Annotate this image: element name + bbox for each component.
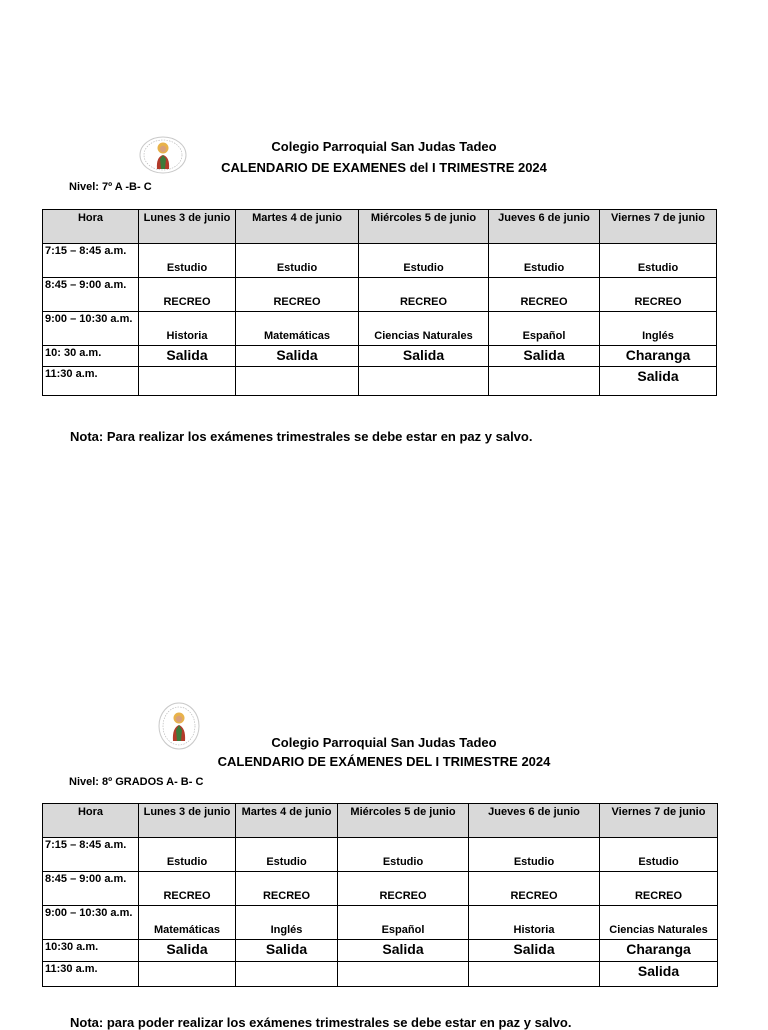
exam-schedule-table-1 (42, 209, 717, 396)
table-cell: Estudio (236, 244, 359, 278)
table-row (43, 346, 717, 367)
table-cell: RECREO (139, 872, 236, 906)
table-cell: RECREO (489, 278, 600, 312)
header-lunes: Lunes 3 de junio (139, 210, 236, 244)
nivel-label-1: Nivel: 7º A -B- C (69, 181, 152, 193)
table-cell: Estudio (469, 838, 600, 872)
time-cell: 11:30 a.m. (43, 962, 139, 987)
table-cell (139, 962, 236, 987)
table-cell: Historia (139, 312, 236, 346)
table-row (43, 312, 717, 346)
table-cell: Salida (139, 940, 236, 962)
table-cell: Estudio (236, 838, 338, 872)
table-cell: Español (338, 906, 469, 940)
calendar-title-2: CALENDARIO DE EXÁMENES DEL I TRIMESTRE 2024 (217, 754, 551, 769)
header-row (43, 210, 717, 244)
table-cell (236, 962, 338, 987)
header-martes: Martes 4 de junio (236, 210, 359, 244)
table-row (43, 367, 717, 396)
table-cell: Estudio (139, 244, 236, 278)
table-cell: RECREO (139, 278, 236, 312)
table-cell: RECREO (359, 278, 489, 312)
header-viernes: Viernes 7 de junio (600, 804, 718, 838)
table-cell: Salida (600, 367, 717, 396)
table-cell (236, 367, 359, 396)
header-row (43, 804, 718, 838)
table-cell (469, 962, 600, 987)
table-cell: Matemáticas (236, 312, 359, 346)
table-cell: RECREO (600, 872, 718, 906)
time-cell: 8:45 – 9:00 a.m. (43, 872, 139, 906)
table-cell (489, 367, 600, 396)
table-cell: Estudio (338, 838, 469, 872)
table-cell: Ciencias Naturales (600, 906, 718, 940)
table-cell: Salida (236, 940, 338, 962)
header-hora: Hora (43, 210, 139, 244)
table-cell (338, 962, 469, 987)
table-cell: Estudio (600, 244, 717, 278)
calendar-title-1: CALENDARIO DE EXAMENES del I TRIMESTRE 2024 (221, 160, 547, 175)
header-jueves: Jueves 6 de junio (489, 210, 600, 244)
table-cell: Inglés (236, 906, 338, 940)
table-cell: Ciencias Naturales (359, 312, 489, 346)
table-cell: Inglés (600, 312, 717, 346)
table-cell: RECREO (600, 278, 717, 312)
table-cell: Estudio (600, 838, 718, 872)
table-cell: Salida (469, 940, 600, 962)
header-lunes: Lunes 3 de junio (139, 804, 236, 838)
table-cell: Salida (236, 346, 359, 367)
table-row (43, 906, 718, 940)
table-cell: Estudio (139, 838, 236, 872)
time-cell: 9:00 – 10:30 a.m. (43, 312, 139, 346)
table-row (43, 962, 718, 987)
table-cell: Charanga (600, 940, 718, 962)
time-cell: 8:45 – 9:00 a.m. (43, 278, 139, 312)
table-cell: Español (489, 312, 600, 346)
nivel-label-2: Nivel: 8º GRADOS A- B- C (69, 776, 204, 788)
table-row (43, 940, 718, 962)
time-cell: 11:30 a.m. (43, 367, 139, 396)
school-name-2: Colegio Parroquial San Judas Tadeo (271, 735, 497, 750)
school-name-1: Colegio Parroquial San Judas Tadeo (271, 139, 497, 154)
time-cell: 9:00 – 10:30 a.m. (43, 906, 139, 940)
table-cell: Estudio (359, 244, 489, 278)
table-cell: Estudio (489, 244, 600, 278)
time-cell: 10:30 a.m. (43, 940, 139, 962)
time-cell: 7:15 – 8:45 a.m. (43, 244, 139, 278)
nota-text-2: Nota: para poder realizar los exámenes trimestrales se debe estar en paz y salvo. (70, 1015, 572, 1030)
header-miercoles: Miércoles 5 de junio (338, 804, 469, 838)
table-cell: Historia (469, 906, 600, 940)
table-cell (139, 367, 236, 396)
table-cell: RECREO (469, 872, 600, 906)
table-row (43, 872, 718, 906)
table-cell: Salida (338, 940, 469, 962)
table-cell: Salida (489, 346, 600, 367)
table-cell: Matemáticas (139, 906, 236, 940)
nota-text-1: Nota: Para realizar los exámenes trimestrales se debe estar en paz y salvo. (70, 429, 533, 444)
exam-schedule-table-2 (42, 803, 718, 987)
time-cell: 10: 30 a.m. (43, 346, 139, 367)
table-cell: Salida (600, 962, 718, 987)
table-cell: Salida (359, 346, 489, 367)
header-martes: Martes 4 de junio (236, 804, 338, 838)
table-row (43, 838, 718, 872)
time-cell: 7:15 – 8:45 a.m. (43, 838, 139, 872)
header-viernes: Viernes 7 de junio (600, 210, 717, 244)
table-cell: RECREO (236, 278, 359, 312)
table-cell: RECREO (338, 872, 469, 906)
header-miercoles: Miércoles 5 de junio (359, 210, 489, 244)
table-cell: Charanga (600, 346, 717, 367)
table-row (43, 278, 717, 312)
header-hora: Hora (43, 804, 139, 838)
table-cell (359, 367, 489, 396)
header-jueves: Jueves 6 de junio (469, 804, 600, 838)
table-cell: RECREO (236, 872, 338, 906)
table-row (43, 244, 717, 278)
table-cell: Salida (139, 346, 236, 367)
